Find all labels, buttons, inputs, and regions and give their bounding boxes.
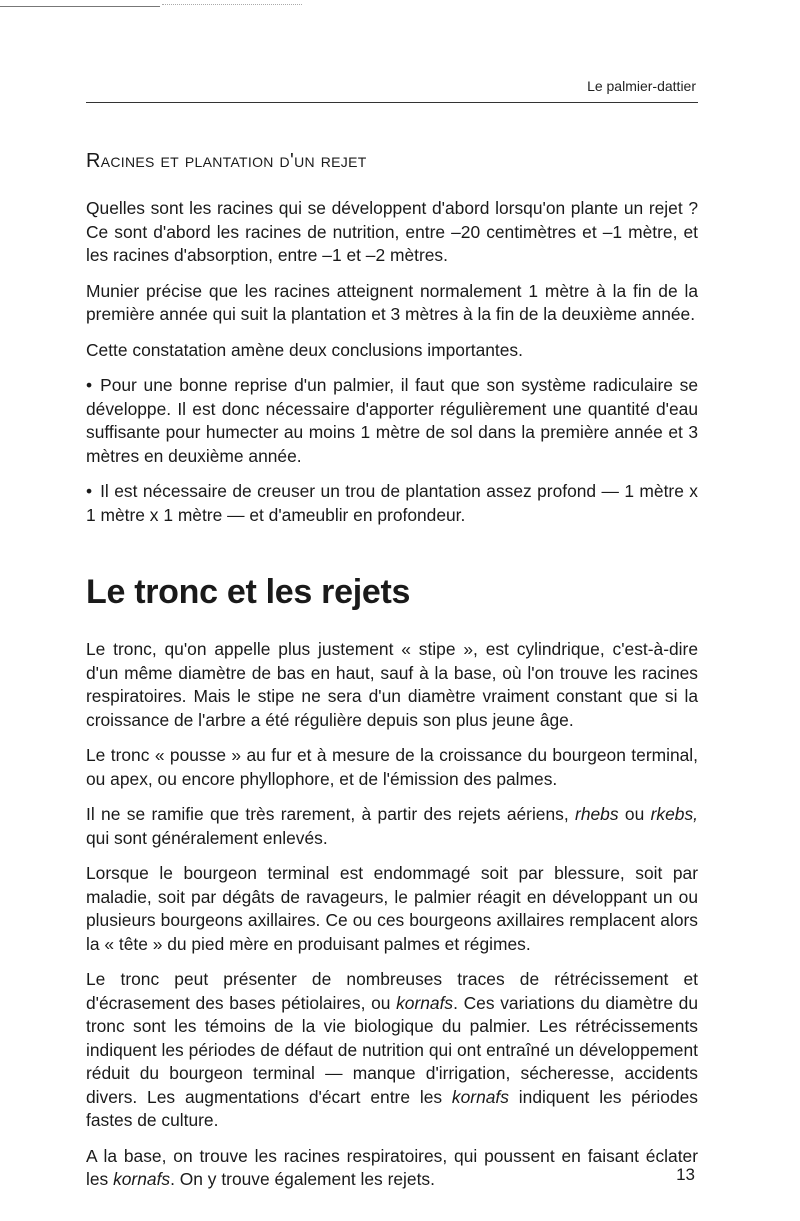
term-rhebs: rhebs (575, 804, 619, 824)
section-title: Racines et plantation d'un rejet (86, 150, 367, 172)
paragraph (86, 803, 698, 850)
paragraph (86, 968, 698, 1133)
paragraph: Lorsque le bourgeon terminal est endommagé soit par blessure, soit par maladie, soit par dégâts de ravageurs, le palmier réagit en développant un ou plusieurs bourgeons axillaires. Ce ou ces bourgeons axillaires remplacent alors la « tête » du pied mère en produisant palmes et régimes. (86, 863, 698, 954)
scan-edge-dots (162, 0, 302, 5)
text-run: indiquent les périodes fastes de culture. (86, 1086, 699, 1130)
paragraph (86, 1145, 698, 1192)
page-content (86, 150, 698, 1204)
paragraph: Le tronc « pousse » au fur et à mesure de la croissance du bourgeon terminal, ou apex, ou encore phyllophore, et de l'émission des palmes. (86, 745, 698, 789)
text-run: ou (618, 804, 651, 824)
paragraph: Cette constatation amène deux conclusions importantes. (86, 339, 523, 360)
bullet-item: • Il est nécessaire de creuser un trou de plantation assez profond — 1 mètre x 1 mètre x 1 mètre — et d'ameublir en profondeur. (86, 480, 698, 527)
term-kornafs: kornafs (451, 1086, 509, 1107)
bullet-item: • Pour une bonne reprise d'un palmier, il faut que son système radiculaire se développe. Il est donc nécessaire d'apporter régulièrement une quantité d'eau suffisante pour humecter au moins 1 mètre de sol dans la première année et 3 mètres en deuxième année. (86, 374, 698, 468)
running-header: Le palmier-dattier (587, 78, 696, 94)
page-number: 13 (676, 1165, 695, 1184)
text-run: A la base, on trouve les racines respiratoires, qui poussent en faisant éclater les (86, 1145, 698, 1189)
text-run: Il ne se ramifie que très rarement, à partir des rejets aériens, (86, 804, 576, 824)
text-run: Le tronc peut présenter de nombreuses traces de rétrécissement et d'écrasement des bases pétiolaires, ou (86, 969, 698, 1013)
header-rule (86, 102, 698, 103)
scan-edge-line (0, 6, 160, 7)
chapter-heading: Le tronc et les rejets (86, 573, 411, 611)
text-run: qui sont généralement enlevés. (86, 827, 328, 848)
text-run: . Ces variations du diamètre du tronc sont les témoins de la vie biologique du palmier. Les rétrécissements indiquent les périodes de défaut de nutrition qui ont entraîné un développement réduit du bourgeon terminal — manque d'irrigation, sécheresse, accidents divers. Les augmentations d'écart entre les (86, 992, 698, 1107)
paragraph: Munier précise que les racines atteignent normalement 1 mètre à la fin de la première année qui suit la plantation et 3 mètres à la fin de la deuxième année. (86, 280, 698, 324)
term-kornafs: kornafs (113, 1169, 171, 1189)
paragraph: Quelles sont les racines qui se développent d'abord lorsqu'on plante un rejet ? Ce sont d'abord les racines de nutrition, entre –20 centimètres et –1 mètre, et les racines d'absorption, entre –1 et –2 mètres. (86, 198, 698, 265)
text-run: . On y trouve également les rejets. (170, 1169, 435, 1189)
term-kornafs: kornafs (396, 992, 454, 1013)
paragraph: Le tronc, qu'on appelle plus justement « stipe », est cylindrique, c'est-à-dire d'un même diamètre de bas en haut, sauf à la base, où l'on trouve les racines respiratoires. Mais le stipe ne sera d'un diamètre vraiment constant que si la croissance de l'arbre a été régulière depuis son plus jeune âge. (86, 639, 698, 730)
term-rkebs: rkebs, (650, 804, 698, 824)
